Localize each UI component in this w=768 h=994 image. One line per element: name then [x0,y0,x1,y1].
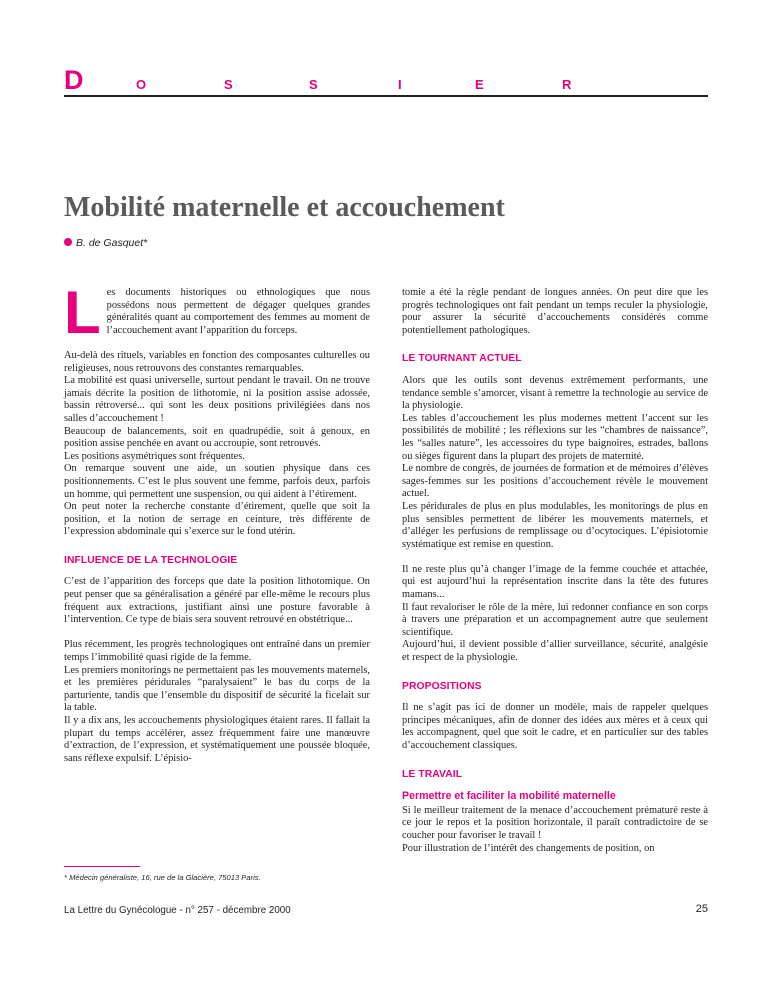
paragraph: Au-delà des rituels, variables en fonction des composantes culturelles ou religieuses, nous retrouvons des constantes remarquables. [64,349,370,374]
paragraph: Il faut revaloriser le rôle de la mère, lui redonner confiance en son corps à travers une préparation et un accompagnement autre que seulement scientifique. [402,601,708,638]
paragraph: On peut noter la recherche constante d’étirement, quelle que soit la position, et la notion de serrage en ceinture, très différente de l’expression abdominale qui s’exerce sur le fond utérin. [64,501,370,538]
drop-cap: L [64,279,101,346]
page-number: 25 [695,903,708,915]
section-heading: LE TOURNANT ACTUEL [402,353,522,365]
header-rule [64,95,708,97]
paragraph: tomie a été la règle pendant de longues années. On peut dire que les progrès technologiques ont fait pendant un temps reculer la physiologie, pour assurer la sécurité d’accouchements considérés comme potentiellement pathologiques. [402,287,708,336]
intro-paragraph: Les documents historiques ou ethnologiques que nous possédons nous permettent de dégager quelques grandes généralités quant au comportement des femmes au moment de l’accouchement avant l’apparition du forceps. [64,279,370,346]
section-letter: O [136,77,148,92]
footnote: * Médecin généraliste, 16, rue de la Glacière, 75013 Paris. [64,873,261,882]
subsection-heading: Permettre et faciliter la mobilité maternelle [402,790,616,803]
author-line [64,237,147,249]
section-header [64,66,708,94]
paragraph: Les positions asymétriques sont fréquentes. [64,450,245,462]
paragraph: C’est de l’apparition des forceps que date la position lithotomique. On peut penser que sa généralisation a généré par elle-même le recours plus fréquent aux extractions, justifiant ainsi une posture favorable à l’intervention. Ce type de biais sera souvent retrouvé en obstétrique... [64,576,370,626]
section-letter: R [562,77,573,92]
paragraph: Aujourd’hui, il devient possible d’allier surveillance, sécurité, analgésie et respect de la physiologie. [402,639,708,664]
paragraph: Si le meilleur traitement de la menace d’accouchement prématuré reste à ce jour le repos et la position horizontale, il paraît contradictoire de se coucher pour favoriser le travail ! [402,804,708,841]
footnote-rule [64,866,140,867]
paragraph: Les péridurales de plus en plus modulables, les monitorings de plus en plus sensibles permettent de libérer les mouvements maternels, et d’alléger les perfusions de remplissage ou d’ocytociques. L’épisiotomie systématique est remise en question. [402,500,708,550]
paragraph: Alors que les outils sont devenus extrêmement performants, une tendance semble s’amorcer, visant à remettre la technologie au service de la physiologie. [402,374,708,412]
paragraph: La mobilité est quasi universelle, surtout pendant le travail. On ne trouve jamais décrite la position de lithotomie, ni la position assise adossée, bassin rétroversé... qui sont les deux positions privilégiées dans nos salles d’accouchement ! [64,375,370,424]
paragraph: Les premiers monitorings ne permettaient pas les mouvements maternels, et les premières péridurales “paralysaient” le bas du corps de la parturiente, tandis que l’ensemble du dispositif de sécurité la ficelait sur la table. [64,664,370,714]
paragraph: Plus récemment, les progrès technologiques ont entraîné dans un premier temps l’immobilité quasi rigide de la femme. [64,639,370,664]
paragraph: Il ne reste plus qu’à changer l’image de la femme couchée et attachée, qui est aujourd’hui la représentation inscrite dans la tête des futures mamans... [402,563,708,601]
paragraph: On remarque souvent une aide, un soutien physique dans ces positionnements. C’est le plus souvent une femme, parfois deux, parfois un homme, qui permettent une suspension, ou qui aident à l’étirement. [64,463,370,500]
section-letter: D [64,65,84,95]
section-letter: E [475,77,485,92]
section-heading: INFLUENCE DE LA TECHNOLOGIE [64,554,238,566]
paragraph: Le nombre de congrès, de journées de formation et de mémoires d’élèves sages-femmes sur les positions d’accouchement révèle le mouvement actuel. [402,463,708,500]
paragraph: Il y a dix ans, les accouchements physiologiques étaient rares. Il fallait la plupart du temps accélérer, assez fréquemment faire une manœuvre d’extraction, de l’expression, et systématiquement une poussée bloquée, sans réflexe expulsif. L’épisio- [64,715,370,764]
section-heading: PROPOSITIONS [402,680,482,692]
paragraph: Pour illustration de l’intérêt des changements de position, on [402,842,655,854]
paragraph: Les tables d’accouchement les plus modernes mettent l’accent sur les possibilités de mobilité ; les réflexions sur les “chambres de naissance”, les “salles nature”, les accessoires du type baignoires, estrades, ballons ou sièges figurent dans la plupart des projets de maternité. [402,412,708,462]
paragraph: Il ne s’agit pas ici de donner un modèle, mais de rappeler quelques principes mécaniques, afin de donner des idées aux mères et à ceux qui les accompagnent, quel que soit le cadre, et en particulier sur des tables d’accouchement classiques. [402,702,708,751]
author-name: B. de Gasquet* [76,237,148,249]
right-column [402,287,708,855]
journal-footer: La Lettre du Gynécologue - n° 257 - décembre 2000 [64,905,291,916]
left-column [64,279,370,765]
paragraph: Beaucoup de balancements, soit en quadrupédie, soit à genoux, en position assise penchée en avant ou accroupie, sont retrouvés. [64,425,370,450]
section-letter: I [398,77,403,92]
section-letter: S [224,77,234,92]
bullet-dot-icon [64,238,72,246]
section-letter: S [309,77,319,92]
article-title: Mobilité maternelle et accouchement [64,192,505,223]
section-heading: LE TRAVAIL [402,768,463,780]
